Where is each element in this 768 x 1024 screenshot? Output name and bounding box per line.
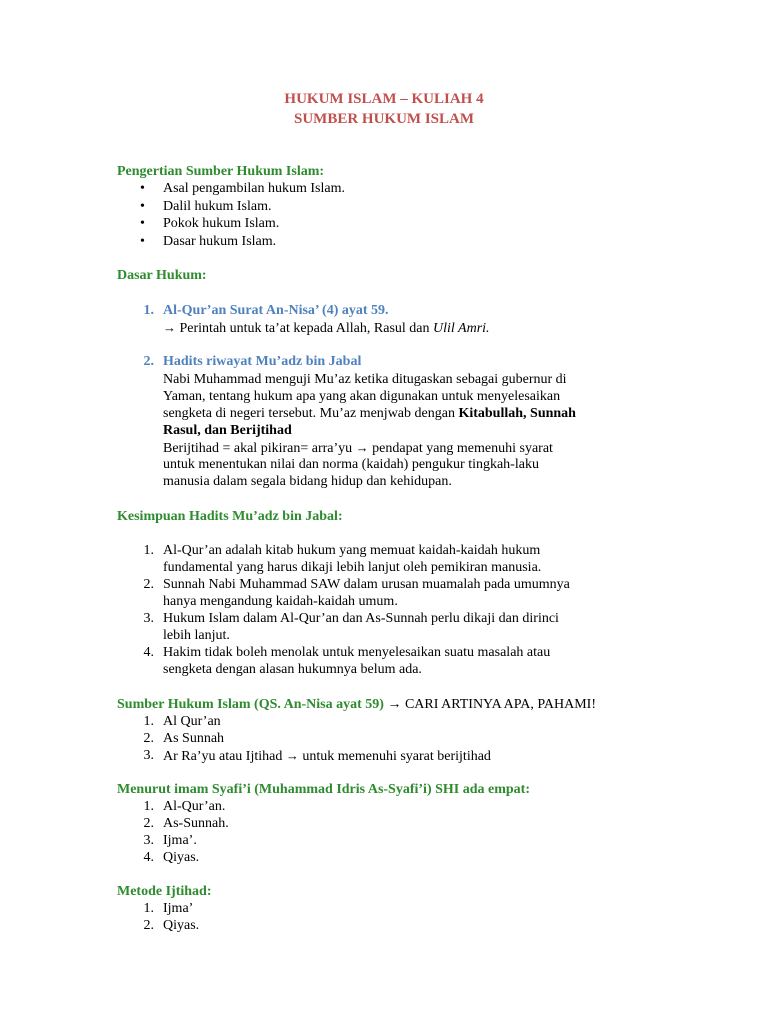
arrow-right-icon: →: [163, 320, 176, 335]
list-item: Ijma’: [163, 901, 194, 916]
dasar-item2-title: Hadits riwayat Mu’adz bin Jabal: [163, 354, 362, 369]
list-item: Al Qur’an: [163, 714, 221, 729]
list-item: Asal pengambilan hukum Islam.: [163, 181, 345, 196]
dasar-item1-text: → Perintah untuk ta’at kepada Allah, Rasul dan Ulil Amri.: [163, 320, 490, 336]
list-item: Hakim tidak boleh menolak untuk menyelesaikan suatu masalah atau: [163, 645, 551, 660]
list-item: Ijma’.: [163, 833, 197, 848]
list-number: 2.: [143, 918, 154, 933]
arrow-right-icon: →: [355, 440, 369, 455]
list-item: lebih lanjut.: [163, 628, 230, 643]
list-item: As-Sunnah.: [163, 816, 229, 831]
list-number: 2.: [143, 816, 154, 831]
list-item: Ar Ra’yu atau Ijtihad → untuk memenuhi syarat berijtihad: [163, 748, 491, 764]
bullet-dot: •: [140, 234, 145, 249]
paragraph-line: manusia dalam segala bidang hidup dan kehidupan.: [163, 474, 452, 489]
list-item: As Sunnah: [163, 731, 225, 746]
section-heading-pengertian: Pengertian Sumber Hukum Islam:: [117, 164, 325, 179]
list-number: 1.: [143, 303, 154, 318]
list-number: 2.: [143, 354, 154, 369]
list-item: Dasar hukum Islam.: [163, 234, 277, 249]
arrow-right-icon: →: [387, 697, 402, 712]
list-item: Sunnah Nabi Muhammad SAW dalam urusan muamalah pada umumnya: [163, 577, 570, 592]
list-number: 3.: [143, 611, 154, 626]
list-item: fundamental yang harus dikaji lebih lanjut oleh pemikiran manusia.: [163, 560, 542, 575]
paragraph-line: Yaman, tentang hukum apa yang akan digunakan untuk menyelesaikan: [163, 389, 561, 404]
list-number: 4.: [143, 850, 154, 865]
list-number: 2.: [143, 577, 154, 592]
list-item: Pokok hukum Islam.: [163, 216, 280, 231]
list-number: 3.: [143, 833, 154, 848]
section-heading-metode: Metode Ijtihad:: [117, 884, 212, 899]
list-number: 1.: [143, 543, 154, 558]
arrow-right-icon: →: [285, 748, 299, 763]
paragraph-line: Nabi Muhammad menguji Mu’az ketika ditugaskan sebagai gubernur di: [163, 372, 567, 387]
paragraph-line: Berijtihad = akal pikiran= arra’yu → pendapat yang memenuhi syarat: [163, 440, 553, 456]
list-item: Dalil hukum Islam.: [163, 199, 272, 214]
list-number: 3.: [143, 748, 154, 763]
bullet-dot: •: [140, 216, 145, 231]
section-heading-dasar-hukum: Dasar Hukum:: [117, 268, 207, 283]
list-number: 2.: [143, 731, 154, 746]
paragraph-line: untuk menentukan nilai dan norma (kaidah) pengukur tingkah-laku: [163, 457, 539, 472]
bullet-dot: •: [140, 199, 145, 214]
paragraph-line: sengketa di negeri tersebut. Mu’az menjwab dengan Kitabullah, Sunnah: [163, 406, 576, 421]
list-number: 4.: [143, 645, 154, 660]
document-title: HUKUM ISLAM – KULIAH 4: [284, 91, 484, 107]
list-item: Qiyas.: [163, 850, 200, 865]
list-number: 1.: [143, 714, 154, 729]
section-heading-kesimpulan: Kesimpuan Hadits Mu’adz bin Jabal:: [117, 509, 343, 524]
dasar-item1-title: Al-Qur’an Surat An-Nisa’ (4) ayat 59.: [163, 303, 389, 318]
paragraph-line: Rasul, dan Berijtihad: [163, 423, 292, 438]
list-number: 1.: [143, 799, 154, 814]
list-item: Hukum Islam dalam Al-Qur’an dan As-Sunnah perlu dikaji dan dirinci: [163, 611, 559, 626]
section-heading-sumber: Sumber Hukum Islam (QS. An-Nisa ayat 59) → CARI ARTINYA APA, PAHAMI!: [117, 697, 597, 712]
document-subtitle: SUMBER HUKUM ISLAM: [293, 111, 474, 127]
bullet-dot: •: [140, 181, 145, 196]
list-item: Al-Qur’an.: [163, 799, 226, 814]
list-item: Al-Qur’an adalah kitab hukum yang memuat kaidah-kaidah hukum: [163, 543, 541, 558]
list-item: Qiyas.: [163, 918, 200, 933]
list-item: sengketa dengan alasan hukumnya belum ada.: [163, 662, 422, 677]
list-number: 1.: [143, 901, 154, 916]
list-item: hanya mengandung kaidah-kaidah umum.: [163, 594, 398, 609]
section-heading-syafii: Menurut imam Syafi’i (Muhammad Idris As-Syafi’i) SHI ada empat:: [117, 782, 531, 797]
